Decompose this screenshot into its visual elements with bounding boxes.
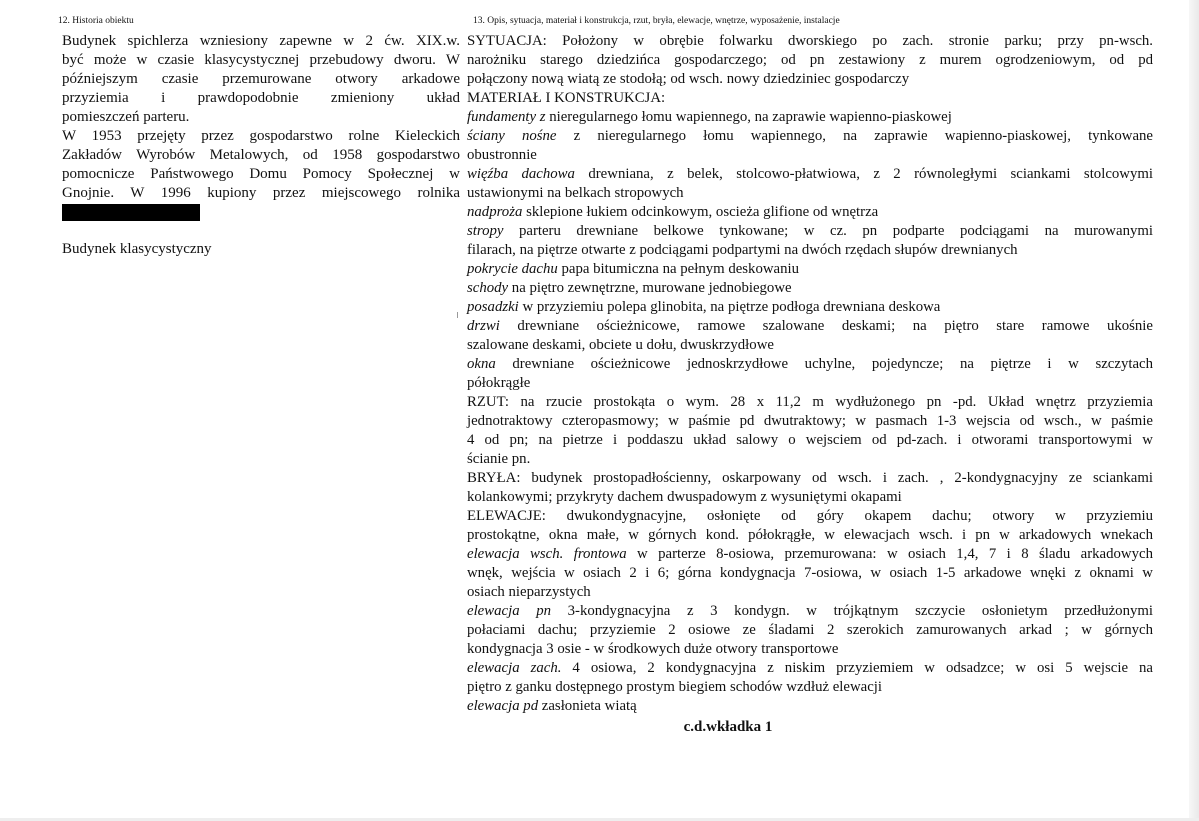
element-text: kolankowymi; przykryty dachem dwuspadowym z wysuniętymi okapami <box>467 489 902 505</box>
description-line <box>467 70 1153 89</box>
element-label: elewacja zach. <box>467 660 573 676</box>
element-text: ścianie pn. <box>467 451 531 467</box>
spacer <box>62 221 460 240</box>
history-line: późniejszym czasie przemurowane otwory arkadowe <box>62 71 460 87</box>
element-text: w przyziemiu polepa glinobita, na piętrze podłoga drewniana deskowa <box>522 299 941 315</box>
element-text: szalowane deskami, obciete u dołu, dwuskrzydłowe <box>467 337 774 353</box>
description-line <box>467 51 1153 70</box>
history-line: być może w czasie klasycystycznej przebudowy dworu. W <box>62 52 460 68</box>
element-label: więźba dachowa <box>467 166 589 182</box>
element-text: kondygnacja 3 osie - w środkowych duże otwory transportowe <box>467 641 839 657</box>
description-line <box>467 279 1153 298</box>
element-label: schody <box>467 280 512 296</box>
element-label: ściany nośne <box>467 128 574 144</box>
element-label: nadproża <box>467 204 527 220</box>
style-note: Budynek klasycystyczny <box>62 241 212 257</box>
description-line <box>467 431 1153 450</box>
history-line: Zakładów Wyrobów Metalowych, od 1958 gospodarstwo <box>62 147 460 163</box>
element-text: z nieregularnego łomu wapiennego, na zaprawie wapienno-piaskowej, tynkowane <box>573 128 1153 144</box>
element-text: prostokątne, okna małe, w górnych kond. półokrągłe, w elewacjach wsch. i pn w arkadowych wnekach <box>467 527 1153 543</box>
element-text: ustawionymi na belkach stropowych <box>467 185 684 201</box>
history-line: pomocnicze Państwowego Domu Pomocy Społecznej w <box>62 166 460 182</box>
element-text: piętro z ganku dostępnego prostym biegiem schodów wzdłuż elewacji <box>467 679 883 695</box>
element-label: posadzki <box>467 299 523 315</box>
description-line <box>467 355 1153 374</box>
element-text: 3-kondygnacyjna z 3 kondygn. w trójkątnym szczycie osłonietym przedłużonymi <box>567 603 1153 619</box>
continuation-note: c.d.wkładka 1 <box>683 719 773 735</box>
element-text: RZUT: na rzucie prostokąta o wym. 28 x 11,2 m wydłużonego pn -pd. Układ wnętrz przyziemia <box>467 394 1153 410</box>
element-text: połaciami dachu; przyziemie 2 osiowe ze śladami 2 szerokich zamurowanych arkad ; w górnych <box>467 622 1153 638</box>
history-line: Budynek spichlerza wzniesiony zapewne w 2 ćw. XIX.w. <box>62 33 460 49</box>
element-text: jednotraktowy czteropasmowy; w paśmie pd dwutraktowy; w pasmach 1-3 wejscia od wsch., w paśmie <box>467 413 1153 429</box>
description-line <box>467 659 1153 678</box>
element-text: w parterze 8-osiowa, przemurowana: w osiach 1,4, 7 i 8 śladu arkadowych <box>637 546 1153 562</box>
description-line <box>467 526 1153 545</box>
element-label: elewacja pd <box>467 698 542 714</box>
element-text: narożniku starego dziedzińca gospodarczego; od pn zestawiony z murem ogrodzeniowym, od pd <box>467 52 1153 68</box>
scan-edge <box>1189 0 1199 821</box>
element-text: 4 osiowa, 2 kondygnacyjna z niskim przyziemiem w odsadzce; w osi 5 wejscie na <box>572 660 1153 676</box>
description-line <box>467 165 1153 184</box>
description-line <box>467 146 1153 165</box>
description-line <box>467 640 1153 659</box>
description-line <box>467 678 1153 697</box>
description-line <box>467 374 1153 393</box>
description-line <box>467 298 1153 317</box>
description-line <box>467 203 1153 222</box>
element-text: obustronnie <box>467 147 537 163</box>
description-line <box>467 32 1153 51</box>
element-text: filarach, na piętrze otwarte z podciągami podpartymi na dwóch rzędach słupów drewnianych <box>467 242 1018 258</box>
redacted-block <box>62 204 200 221</box>
description-line <box>467 602 1153 621</box>
history-line: Gnojnie. W 1996 kupiony przez miejscowego rolnika <box>62 185 460 201</box>
description-line <box>467 469 1153 488</box>
description-line <box>467 564 1153 583</box>
description-line <box>467 697 1153 716</box>
description-line <box>467 260 1153 279</box>
element-text: BRYŁA: budynek prostopadłościenny, oskarpowany od wsch. i zach. , 2-kondygnacyjny ze sciankami <box>467 470 1153 486</box>
element-text: drewniane ościeżnicowe, ramowe szalowane deskami; na piętro stare ramowe ukośnie <box>517 318 1153 334</box>
element-text: SYTUACJA: Położony w obrębie folwarku dworskiego po zach. stronie parku; przy pn-wsch. <box>467 33 1153 49</box>
element-text: półokrągłe <box>467 375 531 391</box>
history-line: przyziemia i prawdopodobnie zmieniony układ <box>62 90 460 106</box>
column-mark <box>457 312 458 318</box>
element-label: drzwi <box>467 318 518 334</box>
history-line: W 1953 przejęty przez gospodarstwo rolne Kieleckich <box>62 128 460 144</box>
element-text: ELEWACJE: dwukondygnacyjne, osłonięte od góry okapem dachu; otwory w przyziemiu <box>467 508 1153 524</box>
description-line <box>467 241 1153 260</box>
description-line <box>467 222 1153 241</box>
element-text: na piętro zewnętrzne, murowane jednobiegowe <box>511 280 792 296</box>
element-text: drewniane ościeżnicowe jednoskrzydłowe uchylne, pojedyncze; na piętrze i w szczytach <box>512 356 1153 372</box>
description-line <box>467 336 1153 355</box>
element-text: nieregularnego łomu wapiennego, na zaprawie wapienno-piaskowej <box>549 109 952 125</box>
element-text: sklepione łukiem odcinkowym, oscieża glifione od wnętrza <box>526 204 879 220</box>
element-text: parteru drewniane belkowe tynkowane; w cz. pn podparte podciągami na murowanymi <box>518 223 1153 239</box>
element-text: 4 od pn; na pietrze i poddaszu układ salowy o wejsciem od pd-zach. i otworami transportowymi w <box>467 432 1153 448</box>
description-line <box>467 545 1153 564</box>
description-column <box>467 14 1153 737</box>
element-label: pokrycie dachu <box>467 261 562 277</box>
element-text: papa bitumiczna na pełnym deskowaniu <box>561 261 800 277</box>
description-heading: 13. Opis, sytuacja, materiał i konstrukcja, rzut, bryła, elewacje, wnętrze, wyposażenie, instalacje <box>473 16 840 26</box>
description-line <box>467 450 1153 469</box>
element-text: drewniana, z belek, stolcowo-płatwiowa, z 2 równoległymi sciankami stolcowymi <box>588 166 1153 182</box>
description-line <box>467 583 1153 602</box>
element-label: elewacja pn <box>467 603 568 619</box>
description-line <box>467 507 1153 526</box>
element-text: zasłonieta wiatą <box>541 698 637 714</box>
element-label: fundamenty z <box>467 109 550 125</box>
element-label: elewacja wsch. frontowa <box>467 546 638 562</box>
description-line <box>467 488 1153 507</box>
element-label: okna <box>467 356 513 372</box>
description-line <box>467 89 1153 108</box>
description-line <box>467 108 1153 127</box>
description-line <box>467 127 1153 146</box>
description-line <box>467 412 1153 431</box>
description-line <box>467 184 1153 203</box>
description-text <box>467 32 1153 716</box>
element-text: połączony nową wiatą ze stodołą; od wsch. nowy dziedziniec gospodarczy <box>467 71 910 87</box>
element-text: MATERIAŁ I KONSTRUKCJA: <box>467 90 666 106</box>
description-line <box>467 393 1153 412</box>
history-heading: 12. Historia obiektu <box>58 16 134 26</box>
element-text: wnęk, wejścia w osiach 2 i 6; górna kondygnacja 7-osiowa, w osiach 1-5 arkadowe wnęki z oknami w <box>467 565 1153 581</box>
history-line: pomieszczeń parteru. <box>62 109 190 125</box>
description-line <box>467 621 1153 640</box>
history-column <box>58 14 460 259</box>
element-text: osiach nieparzystych <box>467 584 591 600</box>
description-line <box>467 317 1153 336</box>
history-text <box>62 32 460 203</box>
element-label: stropy <box>467 223 519 239</box>
